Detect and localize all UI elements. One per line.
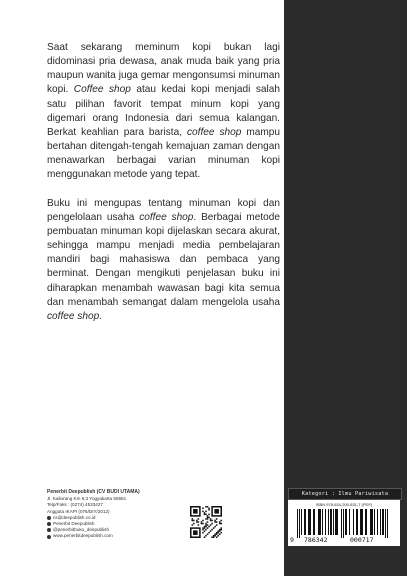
publisher-info bbox=[47, 489, 197, 540]
publisher-membership: Anggota IKAPI (076/DIY/2012) bbox=[47, 508, 110, 514]
contact-instagram: @penerbitbuku_deepublish bbox=[47, 527, 197, 533]
qr-code bbox=[190, 506, 222, 538]
blurb-paragraph-1 bbox=[47, 41, 280, 183]
italic-term: coffee shop bbox=[186, 126, 242, 138]
category-label: Kategori : Ilmu Pariwisata bbox=[288, 488, 402, 500]
contact-email: cs@deepublish.co.id bbox=[47, 515, 197, 521]
text-run: Saat sekarang meminum kopi bukan lagi didominasi pria dewasa, anak muda baik yang pria maupun wanita juga gemar mengonsumsi minuman kopi. bbox=[47, 42, 280, 96]
text-run: mampu bertahan ditengah-tengah kemajuan zaman dengan menawarkan berbagai varian minuman kopi menggunakan metode yang tepat. bbox=[47, 126, 280, 181]
text-run: Buku ini mengupas tentang minuman kopi dan pengelolaan usaha bbox=[47, 197, 280, 223]
contact-website: www.penerbitdeepublish.com bbox=[47, 533, 197, 539]
facebook-icon bbox=[47, 522, 51, 526]
barcode-digits-right: 000717 bbox=[350, 536, 374, 544]
contact-facebook: Penerbit Deepublish bbox=[47, 521, 197, 527]
isbn-barcode bbox=[288, 500, 400, 546]
publisher-name: Penerbit Deepublish (CV BUDI UTAMA) bbox=[47, 489, 140, 495]
email-icon bbox=[47, 516, 51, 520]
text-run: . bbox=[99, 310, 103, 322]
publisher-phone: Telp/Faks : (0274) 4533427 bbox=[47, 502, 103, 508]
italic-term: coffee shop bbox=[139, 211, 194, 223]
isbn-number: ISBN 978-634-200-831-7 (PDF) bbox=[315, 502, 373, 507]
blurb-paragraph-2 bbox=[47, 197, 280, 324]
text-run: . Berbagai metode pembuatan minuman kopi dijelaskan secara akurat, sehingga mampu menjadi media pembelajaran mandiri bagi mahasiswa dan pembaca yang berminat. Dengan mengikuti penjelasan buku ini diharapkan menambah wawasan bagi kita semua dan menambah semangat dalam mengelola usaha bbox=[47, 211, 280, 308]
text-run: atau kedai kopi menjadi salah satu pilihan favorit tempat minum kopi yang digemari orang Indonesia dari semua kalangan. Berkat keahlian para barista, bbox=[47, 84, 280, 138]
publisher-address: Jl. Kaliurang Km 9,3 Yogyakarta 55581 bbox=[47, 496, 127, 502]
back-cover-blurb bbox=[47, 41, 280, 324]
barcode-digit-lead: 9 bbox=[290, 536, 294, 544]
barcode-digits-left: 786342 bbox=[304, 536, 328, 544]
website-icon bbox=[47, 535, 51, 539]
italic-term: Coffee shop bbox=[73, 84, 131, 96]
instagram-icon bbox=[47, 528, 51, 532]
italic-term: coffee shop bbox=[47, 310, 100, 322]
